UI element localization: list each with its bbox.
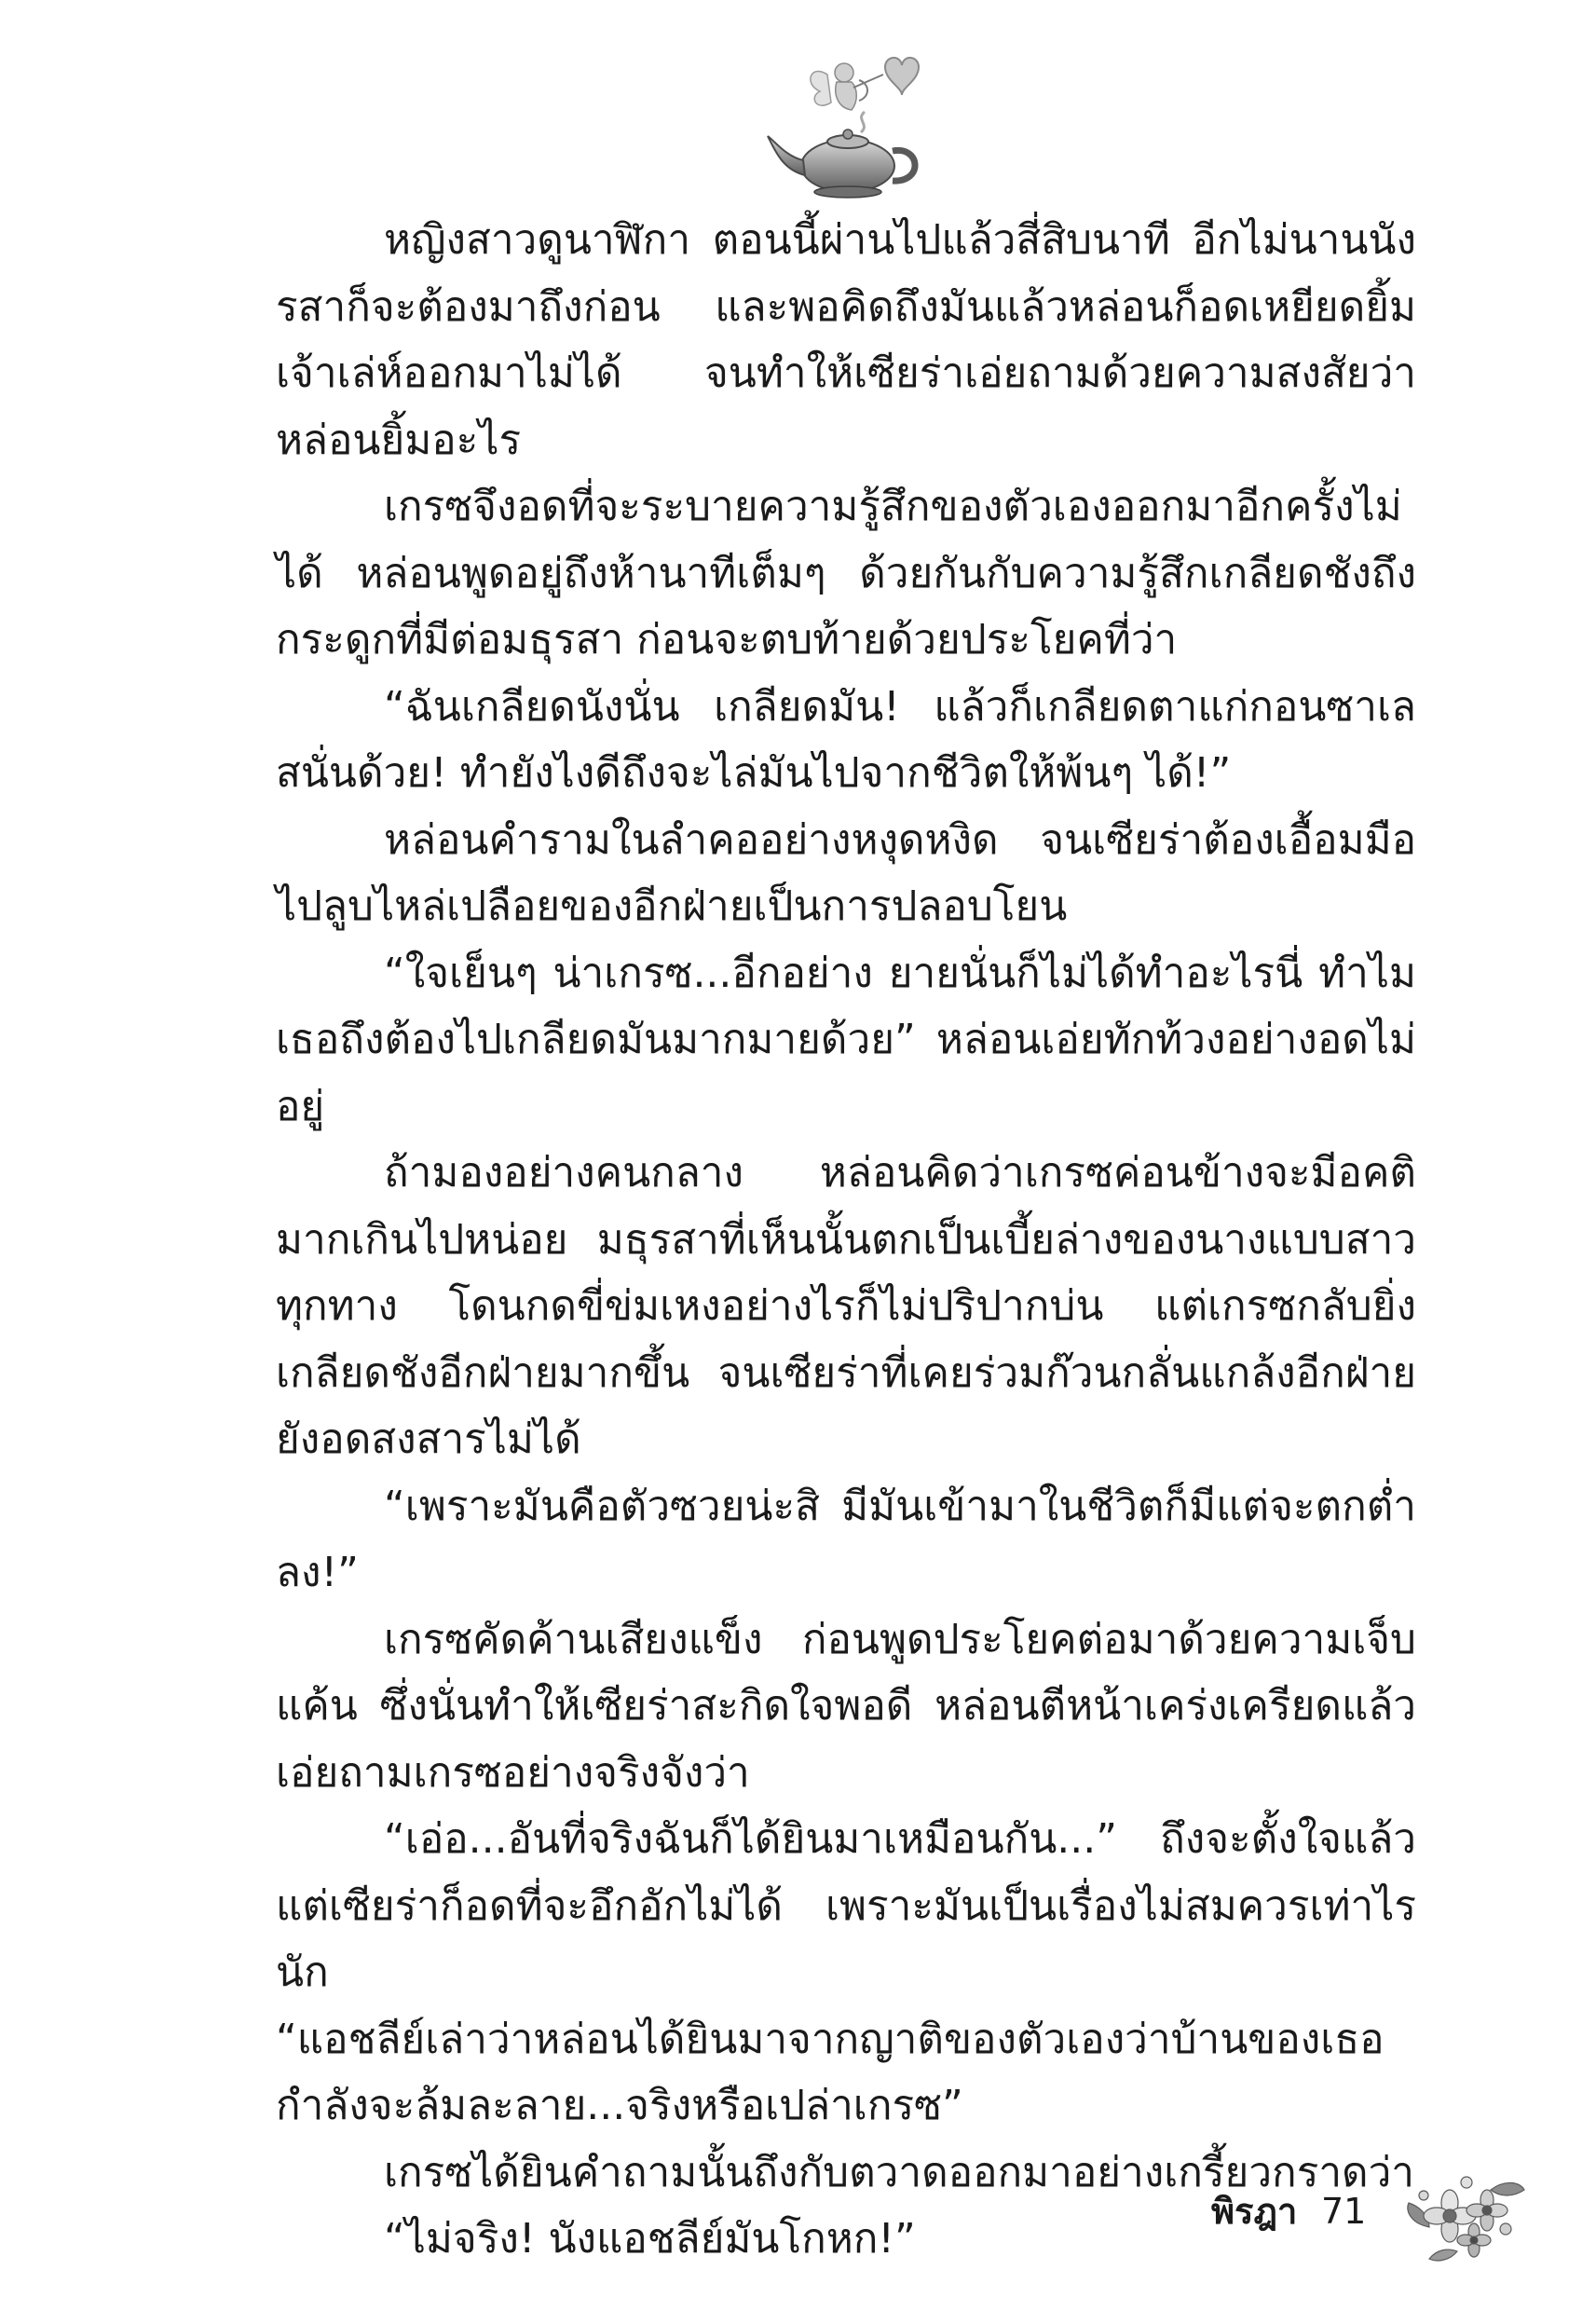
paragraph-8: เกรซคัดค้านเสียงแข็ง ก่อนพูดประโยคต่อมาด้วยความเจ็บแค้น ซึ่งนั่นทำให้เซียร่าสะกิดใจพอดี หล่อนตีหน้าเคร่งเครียดแล้วเอ่ยถามเกรซอย่างจริงจังว่า — [276, 1615, 1416, 1797]
story-text — [276, 207, 1416, 2273]
page-number: 71 — [1321, 2191, 1367, 2232]
paragraph-11: เกรซได้ยินคำถามนั้นถึงกับตวาดออกมาอย่างเกรี้ยวกราดว่า — [384, 2148, 1415, 2196]
paragraph-1: หญิงสาวดูนาฬิกา ตอนนี้ผ่านไปแล้วสี่สิบนาที อีกไม่นานนังรสาก็จะต้องมาถึงก่อน และพอคิดถึงมันแล้วหล่อนก็อดเหยียดยิ้มเจ้าเล่ห์ออกมาไม่ได้ จนทำให้เซียร่าเอ่ยถามด้วยความสงสัยว่าหล่อนยิ้มอะไร — [276, 216, 1416, 464]
page-footer — [1211, 2162, 1528, 2264]
paragraph-5: “ใจเย็นๆ น่าเกรซ...อีกอย่าง ยายนั่นก็ไม่ได้ทำอะไรนี่ ทำไมเธอถึงต้องไปเกลียดมันมากมายด้วย” หล่อนเอ่ยทักท้วงอย่างอดไม่อยู่ — [276, 949, 1416, 1130]
author-name: พิรฎา — [1211, 2191, 1298, 2232]
paragraph-6: ถ้ามองอย่างคนกลาง หล่อนคิดว่าเกรซค่อนข้างจะมีอคติมากเกินไปหน่อย มธุรสาที่เห็นนั้นตกเป็นเบี้ยล่างของนางแบบสาวทุกทาง โดนกดขี่ข่มเหงอย่างไรก็ไม่ปริปากบ่น แต่เกรซกลับยิ่งเกลียดชังอีกฝ่ายมากขึ้น จนเซียร่าที่เคยร่วมก๊วนกลั่นแกล้งอีกฝ่ายยังอดสงสารไม่ได้ — [276, 1149, 1416, 1463]
teapot-cupid-ornament-icon — [755, 47, 941, 205]
paragraph-2: เกรซจึงอดที่จะระบายความรู้สึกของตัวเองออกมาอีกครั้งไม่ได้ หล่อนพูดอยู่ถึงห้านาทีเต็มๆ ด้วยกันกับความรู้สึกเกลียดชังถึงกระดูกที่มีต่อมธุรสา ก่อนจะตบท้ายด้วยประโยคที่ว่า — [276, 483, 1416, 663]
paragraph-10: “แอชลีย์เล่าว่าหล่อนได้ยินมาจากญาติของตัวเองว่าบ้านของเธอกำลังจะล้มละลาย...จริงหรือเปล่าเกรซ” — [276, 2015, 1385, 2129]
flower-bouquet-icon — [1401, 2162, 1528, 2264]
paragraph-12: “ไม่จริง! นังแอชลีย์มันโกหก!” — [384, 2215, 916, 2263]
paragraph-7: “เพราะมันคือตัวซวยน่ะสิ มีมันเข้ามาในชีวิตก็มีแต่จะตกต่ำลง!” — [276, 1482, 1416, 1596]
paragraph-9: “เอ่อ...อันที่จริงฉันก็ได้ยินมาเหมือนกัน...” ถึงจะตั้งใจแล้ว แต่เซียร่าก็อดที่จะอึกอักไม่ได้ เพราะมันเป็นเรื่องไม่สมควรเท่าไรนัก — [276, 1815, 1416, 1996]
paragraph-4: หล่อนคำรามในลำคออย่างหงุดหงิด จนเซียร่าต้องเอื้อมมือไปลูบไหล่เปลือยของอีกฝ่ายเป็นการปลอบโยน — [276, 815, 1416, 930]
paragraph-3: “ฉันเกลียดนังนั่น เกลียดมัน! แล้วก็เกลียดตาแก่กอนซาเลสนั่นด้วย! ทำยังไงดีถึงจะไล่มันไปจากชีวิตให้พ้นๆ ได้!” — [276, 682, 1416, 797]
